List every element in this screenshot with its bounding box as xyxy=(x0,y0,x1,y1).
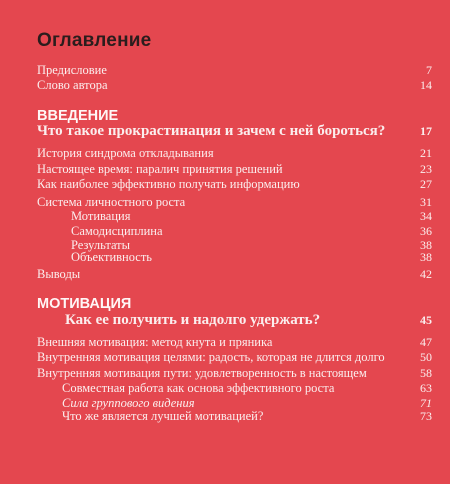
toc-entry-label: Внешняя мотивация: метод кнута и пряника xyxy=(37,335,273,349)
chapter-entry xyxy=(37,313,432,328)
section-heading: МОТИВАЦИЯ xyxy=(37,296,132,312)
toc-entry-page: 34 xyxy=(420,209,432,223)
toc-entry-label: Самодисциплина xyxy=(71,224,163,238)
page-title: Оглавление xyxy=(37,30,152,51)
toc-entry-page: 47 xyxy=(420,335,432,349)
toc-entry xyxy=(37,177,432,192)
toc-entry-label: Слово автора xyxy=(37,78,108,92)
toc-entry xyxy=(37,78,432,93)
toc-entry-label: Мотивация xyxy=(71,209,131,223)
toc-entry-label: Как наиболее эффективно получать информацию xyxy=(37,177,300,191)
toc-entry xyxy=(37,350,432,365)
toc-subentry xyxy=(62,381,432,396)
section-heading: ВВЕДЕНИЕ xyxy=(37,108,119,124)
toc-entry xyxy=(37,146,432,161)
toc-subentry xyxy=(71,250,432,265)
toc-entry-label: Объективность xyxy=(71,250,153,264)
toc-entry-label: Предисловие xyxy=(37,63,107,77)
toc-entry-page: 36 xyxy=(420,224,432,238)
toc-entry xyxy=(37,335,432,350)
toc-entry-page: 58 xyxy=(420,366,432,380)
chapter-label: Как ее получить и надолго удержать? xyxy=(65,312,321,328)
toc-entry-label: Что же является лучшей мотивацией? xyxy=(62,409,264,423)
toc-subentry xyxy=(71,224,432,239)
toc-entry-page: 31 xyxy=(420,195,432,209)
toc-subentry xyxy=(71,209,432,224)
toc-entry-label: Результаты xyxy=(71,238,131,252)
toc-entry-page: 7 xyxy=(426,63,432,77)
toc-entry-page: 27 xyxy=(420,177,432,191)
toc-entry-label: Настоящее время: паралич принятия решений xyxy=(37,162,283,176)
toc-entry-page: 14 xyxy=(420,78,432,92)
toc-entry-page: 38 xyxy=(420,238,432,252)
toc-entry-label: История синдрома откладывания xyxy=(37,146,214,160)
toc-entry xyxy=(37,195,432,210)
toc-entry-page: 23 xyxy=(420,162,432,176)
chapter-page: 17 xyxy=(420,124,432,138)
toc-subentry xyxy=(62,409,432,424)
toc-entry xyxy=(37,63,432,78)
toc-entry xyxy=(37,267,432,282)
toc-entry-label: Система личностного роста xyxy=(37,195,186,209)
toc-entry-page: 73 xyxy=(420,409,432,423)
toc-entry-page: 42 xyxy=(420,267,432,281)
toc-entry-label: Сила группового видения xyxy=(62,396,195,410)
chapter-label: Что такое прокрастинация и зачем с ней бороться? xyxy=(37,123,386,139)
chapter-entry xyxy=(37,124,432,139)
toc-entry-label: Внутренняя мотивация пути: удовлетворенность в настоящем xyxy=(37,366,367,380)
toc-entry-page: 71 xyxy=(420,396,432,410)
toc-entry-page: 38 xyxy=(420,250,432,264)
toc-entry-label: Внутренняя мотивация целями: радость, которая не длится долго xyxy=(37,350,385,364)
toc-entry-page: 63 xyxy=(420,381,432,395)
toc-entry-label: Совместная работа как основа эффективного роста xyxy=(62,381,335,395)
chapter-page: 45 xyxy=(420,313,432,327)
toc-entry-page: 21 xyxy=(420,146,432,160)
toc-entry xyxy=(37,162,432,177)
toc-entry-label: Выводы xyxy=(37,267,81,281)
toc-entry-page: 50 xyxy=(420,350,432,364)
toc-entry xyxy=(37,366,432,381)
